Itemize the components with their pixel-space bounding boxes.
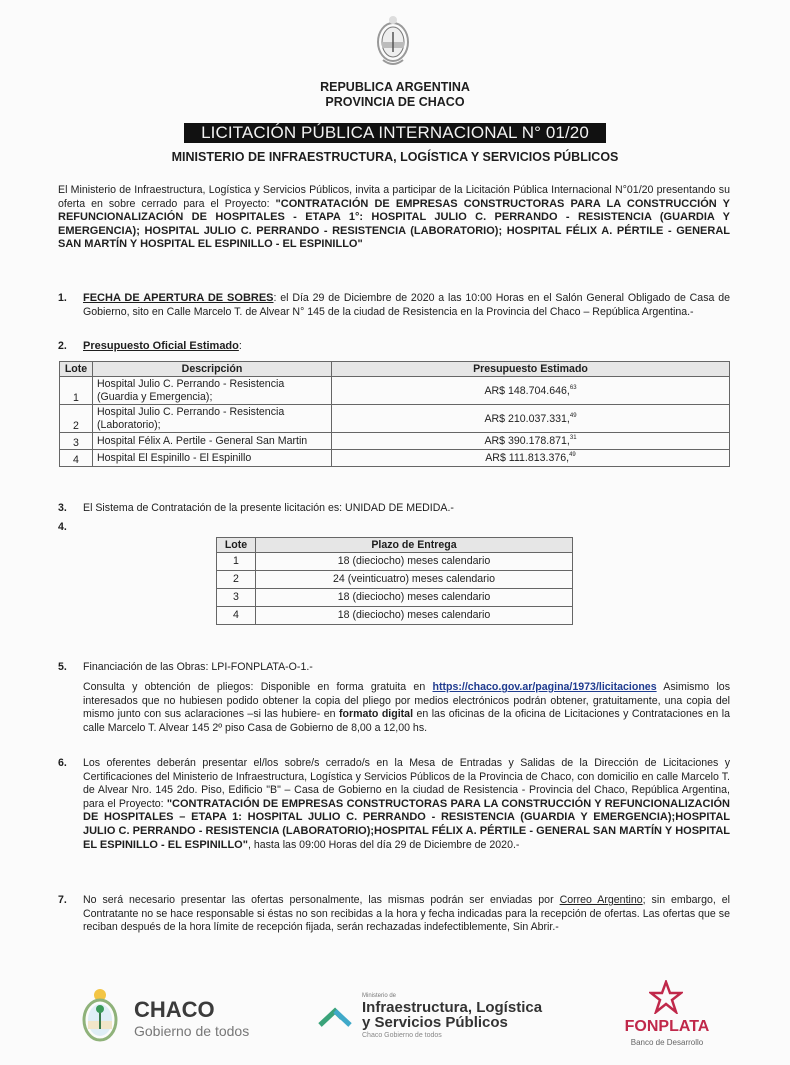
- project-name: "CONTRATACIÓN DE EMPRESAS CONSTRUCTORAS PARA LA CONSTRUCCIÓN Y REFUNCIONALIZACIÓN DE HOSPITALES - ETAPA 1°: HOSPITAL JULIO C. PERRANDO - RESISTENCIA (GUARDIA Y EMERGENCIA); HOSPITAL JULIO C. PERRANDO - RESISTENCIA (LABORATORIO); HOSPITAL FÉLIX A. PÉRTILE - GENERAL SAN MARTÍN Y HOSPITAL EL ESPINILLO - EL ESPINILLO": [58, 197, 730, 251]
- item-number: 1.: [58, 292, 67, 304]
- item-opening-date: FECHA DE APERTURA DE SOBRES: el Día 29 de Diciembre de 2020 a las 10:00 Horas en el Salón General Obligado de Casa de Gobierno, sito en Calle Marcelo T. de Alvear N° 145 de la ciudad de Resistencia en la Provincia del Chaco – República Argentina.-: [83, 292, 730, 318]
- country-heading: REPUBLICA ARGENTINA: [320, 80, 470, 94]
- intro-paragraph: El Ministerio de Infraestructura, Logística y Servicios Públicos, invita a participar de la Licitación Pública Internacional N°01/20 presentando su oferta en sobre cerrado para el Proyecto: "CONTRATACIÓN DE EMPRESAS CONSTRUCTORAS PARA LA CONSTRUCCIÓN Y REFUNCIONALIZACIÓN DE HOSPITALES - ETAPA 1°: HOSPITAL JULIO C. PERRANDO - RESISTENCIA (GUARDIA Y EMERGENCIA); HOSPITAL JULIO C. PERRANDO - RESISTENCIA (LABORATORIO); HOSPITAL FÉLIX A. PÉRTILE - GENERAL SAN MARTÍN Y HOSPITAL EL ESPINILLO - EL ESPINILLO": [58, 184, 730, 251]
- ministry-heading: MINISTERIO DE INFRAESTRUCTURA, LOGÍSTICA Y SERVICIOS PÚBLICOS: [171, 150, 619, 164]
- star-icon: [649, 980, 683, 1014]
- table-row: 1 Hospital Julio C. Perrando - Resistencia (Guardia y Emergencia); AR$ 148.704.646,63: [60, 377, 730, 405]
- fonplata-name: FONPLATA: [624, 1018, 710, 1035]
- document-title: LICITACIÓN PÚBLICA INTERNACIONAL N° 01/20: [184, 123, 606, 143]
- chevron-up-icon: [318, 1007, 352, 1029]
- ministerio-logo: Ministerio de Infraestructura, Logística y Servicios Públicos Chaco Gobierno de todos: [318, 993, 578, 1048]
- table-row: 3 18 (dieciocho) meses calendario: [217, 589, 573, 607]
- delivery-table: [216, 537, 573, 625]
- table-row: 2 Hospital Julio C. Perrando - Resistencia (Laboratorio); AR$ 210.037.331,49: [60, 405, 730, 433]
- table-row: 4 18 (dieciocho) meses calendario: [217, 607, 573, 625]
- item-number: 6.: [58, 757, 67, 769]
- table-row: 3 Hospital Félix A. Pertile - General San Martin AR$ 390.178.871,31: [60, 433, 730, 450]
- item-number: 4.: [58, 521, 67, 533]
- item-mail-submission: No será necesario presentar las ofertas personalmente, las mismas podrán ser enviadas por Correo Argentino; sin embargo, el Contratante no se hace responsable si éstas no son recibidas a la hora y fecha indicadas para la recepción de ofertas. Las ofertas que se reciban después de la hora límite de recepción fijada, serán rechazadas indefectiblemente, Sin Abrir.-: [83, 894, 730, 934]
- chaco-tagline: Gobierno de todos: [134, 1023, 250, 1039]
- table-header-row: Lote Descripción Presupuesto Estimado: [60, 362, 730, 377]
- chaco-name: CHACO: [134, 997, 215, 1022]
- project-name: "CONTRATACIÓN DE EMPRESAS CONSTRUCTORAS PARA LA CONSTRUCCIÓN Y REFUNCIONALIZACIÓN DE HOSPITALES – ETAPA 1: HOSPITAL JULIO C. PERRANDO - RESISTENCIA (GUARDIA Y EMERGENCIA);HOSPITAL JULIO C. PERRANDO - RESISTENCIA (LABORATORIO);HOSPITAL FÉLIX A. PÉRTILE - GENERAL SAN MARTÍN Y HOSPITAL EL ESPINILLO - EL ESPINILLO": [83, 797, 731, 851]
- item-number: 2.: [58, 340, 67, 352]
- budget-table: [59, 361, 730, 467]
- table-row: 4 Hospital El Espinillo - El Espinillo AR$ 111.813.376,49: [60, 450, 730, 467]
- item-number: 3.: [58, 502, 67, 514]
- item-contract-system: El Sistema de Contratación de la presente licitación es: UNIDAD DE MEDIDA.-: [83, 502, 454, 514]
- province-heading: PROVINCIA DE CHACO: [325, 95, 465, 109]
- table-header-row: Lote Plazo de Entrega: [217, 538, 573, 553]
- consulta-paragraph: Consulta y obtención de pliegos: Disponible en forma gratuita en https://chaco.gov.ar/pagina/1973/licitaciones Asimismo los interesados que no hubiesen podido obtener la copia del pliego por medios electrónicos podrán obtener, gratuitamente, una copia del mismo junto con sus aclaraciones –si las hubiere- en formato digital en las oficinas de la oficina de Licitaciones y Contrataciones en la calle Marcelo T. Alvear 145 2º piso Casa de Gobierno de 8,00 a 12,00 hs.: [83, 681, 730, 734]
- fonplata-sub: Banco de Desarrollo: [630, 1038, 704, 1047]
- table-row: 2 24 (veinticuatro) meses calendario: [217, 571, 573, 589]
- fonplata-logo: [607, 980, 727, 1055]
- argentina-coat-of-arms-icon: [373, 12, 413, 72]
- chaco-logo: [78, 985, 298, 1050]
- licitaciones-link[interactable]: https://chaco.gov.ar/pagina/1973/licitaciones: [432, 681, 657, 693]
- chaco-emblem-icon: [78, 987, 122, 1047]
- table-row: 1 18 (dieciocho) meses calendario: [217, 553, 573, 571]
- item-submission: Los oferentes deberán presentar el/los sobre/s cerrado/s en la Mesa de Entradas y Salidas de la Dirección de Licitaciones y Certificaciones del Ministerio de Infraestructura, Logística y Servicios Públicos de la Provincia de Chaco, con domicilio en calle Marcelo T. de Alvear Nro. 145 2do. Piso, Edificio "B" – Casa de Gobierno en la ciudad de Resistencia - Provincia del Chaco, República Argentina, para el Proyecto: "CONTRATACIÓN DE EMPRESAS CONSTRUCTORAS PARA LA CONSTRUCCIÓN Y REFUNCIONALIZACIÓN DE HOSPITALES – ETAPA 1: HOSPITAL JULIO C. PERRANDO - RESISTENCIA (GUARDIA Y EMERGENCIA);HOSPITAL JULIO C. PERRANDO - RESISTENCIA (LABORATORIO);HOSPITAL FÉLIX A. PÉRTILE - GENERAL SAN MARTÍN Y HOSPITAL EL ESPINILLO - EL ESPINILLO", hasta las 09:00 Horas del día 29 de Diciembre de 2020.-: [83, 757, 731, 851]
- item-financing: Financiación de las Obras: LPI-FONPLATA-O-1.-: [83, 661, 313, 673]
- item-budget-heading: Presupuesto Oficial Estimado:: [83, 340, 242, 352]
- item-number: 7.: [58, 894, 67, 906]
- item-number: 5.: [58, 661, 67, 673]
